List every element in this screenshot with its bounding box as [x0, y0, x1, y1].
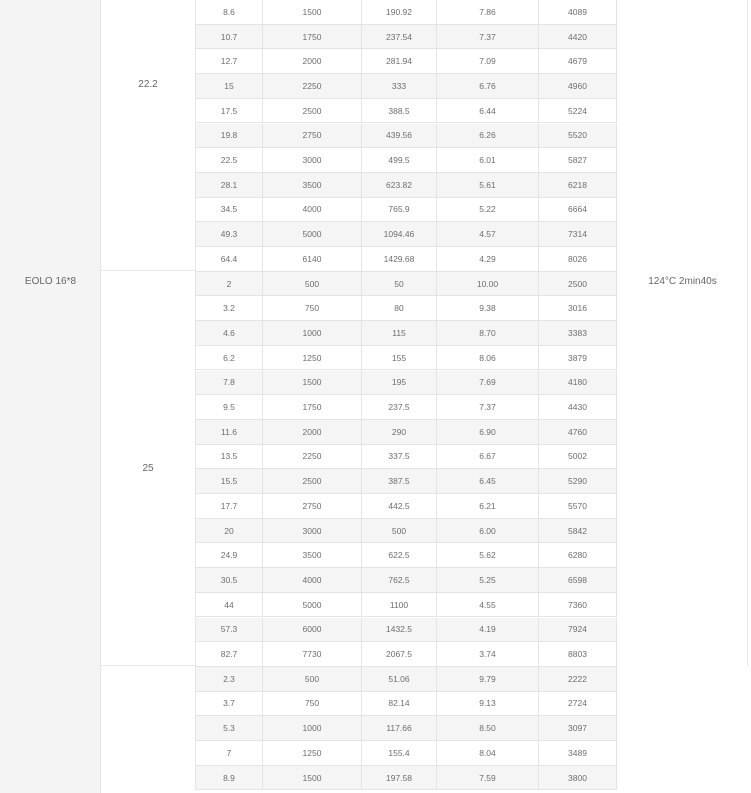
table-cell: 3.74 [437, 642, 539, 667]
table-row [195, 692, 617, 717]
table-cell: 3383 [539, 321, 617, 346]
table-cell: 15.5 [195, 469, 263, 494]
table-cell: 4.55 [437, 593, 539, 618]
table-cell: 15 [195, 74, 263, 99]
table-cell: 20 [195, 519, 263, 544]
table-cell: 2 [195, 272, 263, 297]
table-cell: 8.9 [195, 766, 263, 791]
table-cell: 5002 [539, 445, 617, 470]
table-cell: 64.4 [195, 247, 263, 272]
table-cell: 6598 [539, 568, 617, 593]
table-cell: 155 [362, 346, 437, 371]
table-cell: 622.5 [362, 543, 437, 568]
table-cell: 6.00 [437, 519, 539, 544]
table-cell: 5.22 [437, 198, 539, 223]
table-cell: 1250 [263, 741, 362, 766]
table-cell: 237.54 [362, 25, 437, 50]
table-row [195, 469, 617, 494]
table-cell: 762.5 [362, 568, 437, 593]
table-cell: 7 [195, 741, 263, 766]
table-cell: 8803 [539, 642, 617, 667]
table-row [195, 296, 617, 321]
table-cell: 3.7 [195, 692, 263, 717]
table-cell: 8.04 [437, 741, 539, 766]
table-cell: 12.7 [195, 49, 263, 74]
table-cell: 195 [362, 371, 437, 396]
table-cell: 1429.68 [362, 247, 437, 272]
table-cell: 197.58 [362, 766, 437, 791]
table-row [195, 371, 617, 396]
table-cell: 6.45 [437, 469, 539, 494]
table-cell: 44 [195, 593, 263, 618]
table-cell: 7924 [539, 618, 617, 643]
table-cell: 7.86 [437, 0, 539, 25]
table-cell: 6.67 [437, 445, 539, 470]
table-cell: 623.82 [362, 173, 437, 198]
table-cell: 499.5 [362, 148, 437, 173]
table-row [195, 222, 617, 247]
table-cell: 8026 [539, 247, 617, 272]
table-cell: 750 [263, 296, 362, 321]
table-cell: 7.59 [437, 766, 539, 791]
table-cell: 2.3 [195, 667, 263, 692]
table-row [195, 148, 617, 173]
table-cell: 9.5 [195, 395, 263, 420]
table-cell: 9.79 [437, 667, 539, 692]
table-cell: 28.1 [195, 173, 263, 198]
table-cell: 237.5 [362, 395, 437, 420]
table-cell: 2500 [263, 469, 362, 494]
table-cell: 4180 [539, 371, 617, 396]
table-cell: 30.5 [195, 568, 263, 593]
table-row [195, 173, 617, 198]
table-cell: 290 [362, 420, 437, 445]
voltage-label-1: 22.2 [138, 79, 158, 90]
table-cell: 3879 [539, 346, 617, 371]
table-cell: 3.2 [195, 296, 263, 321]
table-cell: 2067.5 [362, 642, 437, 667]
table-cell: 4960 [539, 74, 617, 99]
table-row [195, 543, 617, 568]
table-cell: 3000 [263, 519, 362, 544]
table-cell: 5520 [539, 124, 617, 149]
temperature-column [617, 0, 748, 666]
table-cell: 4.6 [195, 321, 263, 346]
table-cell: 281.94 [362, 49, 437, 74]
table-row [195, 272, 617, 297]
table-cell: 8.70 [437, 321, 539, 346]
table-cell: 82.7 [195, 642, 263, 667]
table-cell: 388.5 [362, 99, 437, 124]
table-cell: 3000 [263, 148, 362, 173]
table-cell: 2222 [539, 667, 617, 692]
table-cell: 442.5 [362, 494, 437, 519]
table-row [195, 395, 617, 420]
table-cell: 2500 [263, 99, 362, 124]
table-row [195, 445, 617, 470]
table-cell: 500 [263, 667, 362, 692]
model-label: EOLO 16*8 [24, 276, 77, 287]
table-row [195, 741, 617, 766]
table-row [195, 247, 617, 272]
table-cell: 6.26 [437, 124, 539, 149]
table-row [195, 667, 617, 692]
table-cell: 80 [362, 296, 437, 321]
table-cell: 6.44 [437, 99, 539, 124]
table-cell: 1250 [263, 346, 362, 371]
table-cell: 3500 [263, 543, 362, 568]
table-cell: 13.5 [195, 445, 263, 470]
table-cell: 2000 [263, 420, 362, 445]
table-cell: 333 [362, 74, 437, 99]
table-cell: 500 [263, 272, 362, 297]
table-row [195, 321, 617, 346]
table-row [195, 766, 617, 791]
table-cell: 2500 [539, 272, 617, 297]
table-cell: 1100 [362, 593, 437, 618]
table-row [195, 198, 617, 223]
table-cell: 82.14 [362, 692, 437, 717]
table-cell: 5842 [539, 519, 617, 544]
table-cell: 2724 [539, 692, 617, 717]
table-cell: 57.3 [195, 618, 263, 643]
table-cell: 6.76 [437, 74, 539, 99]
table-cell: 2000 [263, 49, 362, 74]
table-row [195, 49, 617, 74]
table-cell: 4430 [539, 395, 617, 420]
table-cell: 4000 [263, 568, 362, 593]
voltage-label-2: 25 [142, 463, 154, 474]
table-cell: 4089 [539, 0, 617, 25]
table-cell: 1000 [263, 321, 362, 346]
table-cell: 5.62 [437, 543, 539, 568]
table-cell: 190.92 [362, 0, 437, 25]
table-cell: 7.09 [437, 49, 539, 74]
model-column [0, 0, 101, 793]
table-cell: 3800 [539, 766, 617, 791]
table-cell: 17.7 [195, 494, 263, 519]
table-row [195, 642, 617, 667]
table-cell: 6664 [539, 198, 617, 223]
table-row [195, 568, 617, 593]
table-cell: 1000 [263, 716, 362, 741]
table-cell: 6000 [263, 618, 362, 643]
table-cell: 2250 [263, 445, 362, 470]
table-cell: 6140 [263, 247, 362, 272]
table-cell: 10.7 [195, 25, 263, 50]
table-cell: 4.19 [437, 618, 539, 643]
table-cell: 439.56 [362, 124, 437, 149]
table-cell: 500 [362, 519, 437, 544]
table-row [195, 25, 617, 50]
table-cell: 2750 [263, 494, 362, 519]
table-row [195, 0, 617, 25]
table-cell: 7360 [539, 593, 617, 618]
table-row [195, 716, 617, 741]
temperature-label: 124°C 2min40s [648, 276, 717, 287]
table-cell: 3097 [539, 716, 617, 741]
table-cell: 6.2 [195, 346, 263, 371]
table-cell: 5.61 [437, 173, 539, 198]
table-cell: 750 [263, 692, 362, 717]
table-cell: 8.06 [437, 346, 539, 371]
table-cell: 115 [362, 321, 437, 346]
table-cell: 765.9 [362, 198, 437, 223]
table-cell: 3016 [539, 296, 617, 321]
table-cell: 1500 [263, 0, 362, 25]
table-cell: 1500 [263, 371, 362, 396]
table-cell: 9.13 [437, 692, 539, 717]
table-cell: 5827 [539, 148, 617, 173]
table-cell: 6218 [539, 173, 617, 198]
table-cell: 4.29 [437, 247, 539, 272]
table-cell: 4000 [263, 198, 362, 223]
table-cell: 6.21 [437, 494, 539, 519]
table-row [195, 618, 617, 643]
table-row [195, 74, 617, 99]
table-cell: 1500 [263, 766, 362, 791]
voltage-cell-group-3 [101, 666, 195, 793]
table-cell: 19.8 [195, 124, 263, 149]
table-cell: 4679 [539, 49, 617, 74]
table-cell: 3500 [263, 173, 362, 198]
table-row [195, 519, 617, 544]
table-cell: 6.01 [437, 148, 539, 173]
table-cell: 5.3 [195, 716, 263, 741]
table-row [195, 346, 617, 371]
table-cell: 4.57 [437, 222, 539, 247]
table-cell: 6280 [539, 543, 617, 568]
table-cell: 2750 [263, 124, 362, 149]
table-row [195, 494, 617, 519]
table-cell: 22.5 [195, 148, 263, 173]
table-cell: 6.90 [437, 420, 539, 445]
table-cell: 5000 [263, 222, 362, 247]
table-row [195, 593, 617, 618]
table-cell: 3489 [539, 741, 617, 766]
table-cell: 337.5 [362, 445, 437, 470]
table-cell: 24.9 [195, 543, 263, 568]
table-cell: 9.38 [437, 296, 539, 321]
table-cell: 50 [362, 272, 437, 297]
table-cell: 11.6 [195, 420, 263, 445]
table-cell: 4420 [539, 25, 617, 50]
table-cell: 7.37 [437, 25, 539, 50]
table-cell: 1750 [263, 395, 362, 420]
table-cell: 1432.5 [362, 618, 437, 643]
table-cell: 5.25 [437, 568, 539, 593]
table-cell: 5290 [539, 469, 617, 494]
table-cell: 387.5 [362, 469, 437, 494]
table-cell: 7.69 [437, 371, 539, 396]
table-cell: 4760 [539, 420, 617, 445]
table-cell: 2250 [263, 74, 362, 99]
table-row [195, 124, 617, 149]
table-cell: 5000 [263, 593, 362, 618]
table-cell: 5570 [539, 494, 617, 519]
table-cell: 155.4 [362, 741, 437, 766]
table-cell: 34.5 [195, 198, 263, 223]
table-cell: 10.00 [437, 272, 539, 297]
table-cell: 1094.46 [362, 222, 437, 247]
table-row [195, 99, 617, 124]
table-cell: 49.3 [195, 222, 263, 247]
table-cell: 17.5 [195, 99, 263, 124]
table-cell: 7314 [539, 222, 617, 247]
voltage-cell-group-1 [101, 0, 195, 271]
table-cell: 7.37 [437, 395, 539, 420]
table-cell: 7730 [263, 642, 362, 667]
table-cell: 5224 [539, 99, 617, 124]
table-cell: 8.6 [195, 0, 263, 25]
table-row [195, 420, 617, 445]
table-cell: 7.8 [195, 371, 263, 396]
table-cell: 1750 [263, 25, 362, 50]
table-cell: 8.50 [437, 716, 539, 741]
table-cell: 117.66 [362, 716, 437, 741]
table-cell: 51.06 [362, 667, 437, 692]
